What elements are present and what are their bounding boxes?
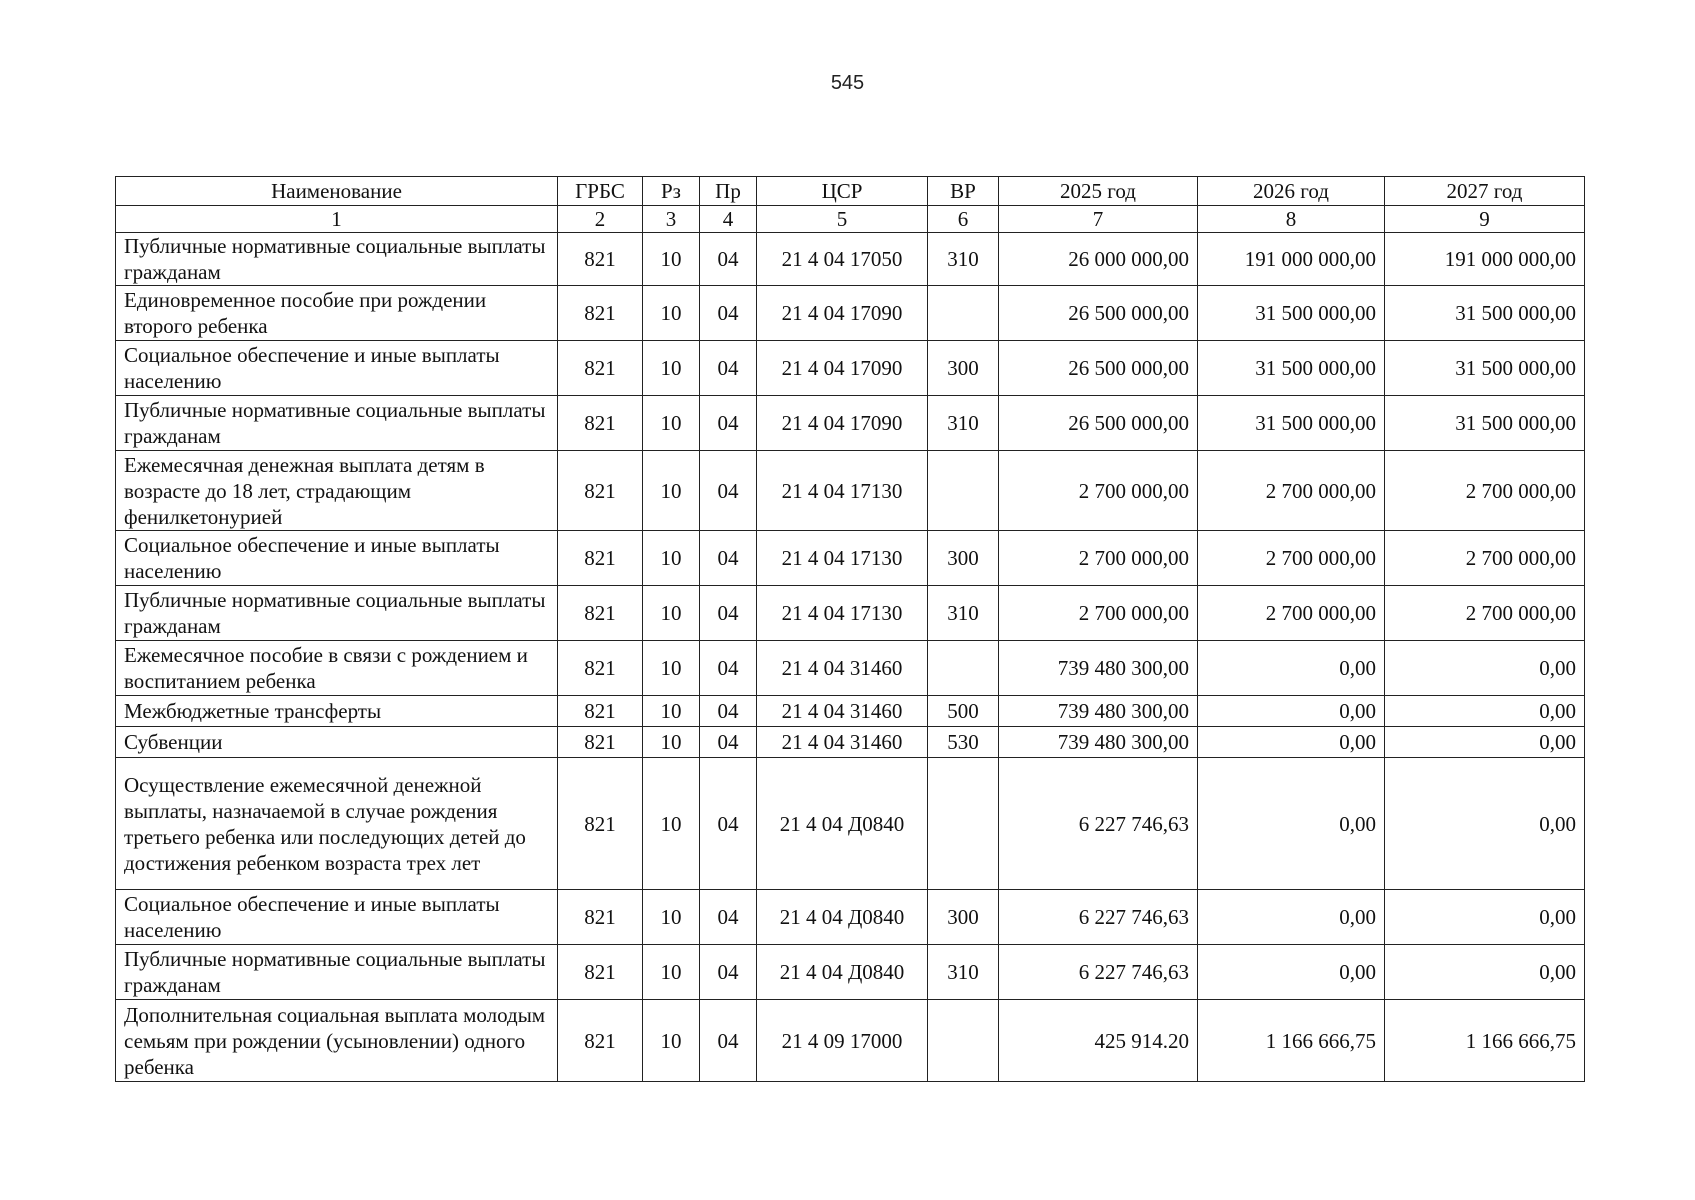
budget-table <box>115 176 1585 1082</box>
row-2025: 6 227 746,63 <box>999 758 1198 890</box>
row-rz: 10 <box>643 696 700 727</box>
row-rz: 10 <box>643 727 700 758</box>
row-vr: 300 <box>928 531 999 586</box>
row-2025: 739 480 300,00 <box>999 696 1198 727</box>
header-pr: Пр <box>700 177 757 206</box>
row-name: Ежемесячное пособие в связи с рождением и воспитанием ребенка <box>116 641 558 696</box>
row-pr: 04 <box>700 286 757 341</box>
row-2026: 191 000 000,00 <box>1198 233 1385 286</box>
row-rz: 10 <box>643 396 700 451</box>
row-pr: 04 <box>700 1000 757 1082</box>
row-2025: 2 700 000,00 <box>999 531 1198 586</box>
row-grbs: 821 <box>558 286 643 341</box>
row-vr: 530 <box>928 727 999 758</box>
table-row <box>116 531 1585 586</box>
row-2026: 0,00 <box>1198 641 1385 696</box>
row-2026: 2 700 000,00 <box>1198 531 1385 586</box>
row-2025: 6 227 746,63 <box>999 945 1198 1000</box>
column-number: 6 <box>928 206 999 233</box>
row-pr: 04 <box>700 890 757 945</box>
row-name: Публичные нормативные социальные выплаты гражданам <box>116 396 558 451</box>
row-2025: 2 700 000,00 <box>999 451 1198 531</box>
table-row <box>116 890 1585 945</box>
table-row <box>116 451 1585 531</box>
table-row <box>116 696 1585 727</box>
row-rz: 10 <box>643 890 700 945</box>
row-grbs: 821 <box>558 233 643 286</box>
row-2026: 31 500 000,00 <box>1198 396 1385 451</box>
row-pr: 04 <box>700 758 757 890</box>
row-2025: 26 500 000,00 <box>999 286 1198 341</box>
row-name: Публичные нормативные социальные выплаты гражданам <box>116 233 558 286</box>
row-vr: 310 <box>928 586 999 641</box>
row-2025: 739 480 300,00 <box>999 641 1198 696</box>
row-grbs: 821 <box>558 451 643 531</box>
row-pr: 04 <box>700 341 757 396</box>
row-vr <box>928 1000 999 1082</box>
row-2026: 2 700 000,00 <box>1198 586 1385 641</box>
row-rz: 10 <box>643 531 700 586</box>
row-2027: 0,00 <box>1385 890 1585 945</box>
row-vr: 300 <box>928 341 999 396</box>
row-rz: 10 <box>643 758 700 890</box>
row-csr: 21 4 04 31460 <box>757 727 928 758</box>
column-number: 1 <box>116 206 558 233</box>
row-name: Субвенции <box>116 727 558 758</box>
table-row <box>116 758 1585 890</box>
table-row <box>116 341 1585 396</box>
row-2027: 2 700 000,00 <box>1385 451 1585 531</box>
row-2027: 0,00 <box>1385 696 1585 727</box>
row-2026: 1 166 666,75 <box>1198 1000 1385 1082</box>
row-2025: 6 227 746,63 <box>999 890 1198 945</box>
row-2027: 191 000 000,00 <box>1385 233 1585 286</box>
row-vr <box>928 286 999 341</box>
header-rz: Рз <box>643 177 700 206</box>
row-grbs: 821 <box>558 531 643 586</box>
row-grbs: 821 <box>558 1000 643 1082</box>
row-vr: 500 <box>928 696 999 727</box>
row-2027: 0,00 <box>1385 727 1585 758</box>
row-name: Осуществление ежемесячной денежной выплаты, назначаемой в случае рождения третьего ребенка или последующих детей до достижения ребенком возраста трех лет <box>116 758 558 890</box>
row-2026: 0,00 <box>1198 696 1385 727</box>
row-grbs: 821 <box>558 396 643 451</box>
row-rz: 10 <box>643 945 700 1000</box>
row-csr: 21 4 04 17130 <box>757 451 928 531</box>
row-2025: 26 500 000,00 <box>999 396 1198 451</box>
row-2026: 0,00 <box>1198 758 1385 890</box>
row-rz: 10 <box>643 286 700 341</box>
column-number: 9 <box>1385 206 1585 233</box>
row-pr: 04 <box>700 696 757 727</box>
row-name: Социальное обеспечение и иные выплаты населению <box>116 890 558 945</box>
row-2025: 2 700 000,00 <box>999 586 1198 641</box>
column-number-row <box>116 206 1585 233</box>
table-row <box>116 286 1585 341</box>
table-row <box>116 945 1585 1000</box>
table-row <box>116 727 1585 758</box>
row-pr: 04 <box>700 233 757 286</box>
row-name: Социальное обеспечение и иные выплаты населению <box>116 531 558 586</box>
column-number: 7 <box>999 206 1198 233</box>
row-2026: 31 500 000,00 <box>1198 286 1385 341</box>
row-name: Единовременное пособие при рождении второго ребенка <box>116 286 558 341</box>
row-2027: 0,00 <box>1385 945 1585 1000</box>
row-grbs: 821 <box>558 758 643 890</box>
row-grbs: 821 <box>558 641 643 696</box>
row-csr: 21 4 04 17090 <box>757 341 928 396</box>
row-grbs: 821 <box>558 696 643 727</box>
table-row <box>116 586 1585 641</box>
row-vr <box>928 758 999 890</box>
header-2027: 2027 год <box>1385 177 1585 206</box>
row-2026: 0,00 <box>1198 945 1385 1000</box>
row-rz: 10 <box>643 641 700 696</box>
row-rz: 10 <box>643 586 700 641</box>
row-2027: 2 700 000,00 <box>1385 586 1585 641</box>
header-2025: 2025 год <box>999 177 1198 206</box>
row-rz: 10 <box>643 1000 700 1082</box>
row-csr: 21 4 04 17130 <box>757 531 928 586</box>
row-2027: 0,00 <box>1385 758 1585 890</box>
row-csr: 21 4 04 Д0840 <box>757 890 928 945</box>
header-grbs: ГРБС <box>558 177 643 206</box>
header-csr: ЦСР <box>757 177 928 206</box>
row-name: Межбюджетные трансферты <box>116 696 558 727</box>
row-pr: 04 <box>700 531 757 586</box>
table-row <box>116 233 1585 286</box>
row-name: Социальное обеспечение и иные выплаты населению <box>116 341 558 396</box>
row-2025: 425 914.20 <box>999 1000 1198 1082</box>
row-rz: 10 <box>643 233 700 286</box>
column-number: 2 <box>558 206 643 233</box>
row-vr <box>928 641 999 696</box>
header-name: Наименование <box>116 177 558 206</box>
row-pr: 04 <box>700 586 757 641</box>
row-rz: 10 <box>643 451 700 531</box>
row-csr: 21 4 04 31460 <box>757 696 928 727</box>
table-header-row <box>116 177 1585 206</box>
row-pr: 04 <box>700 396 757 451</box>
row-vr: 300 <box>928 890 999 945</box>
row-pr: 04 <box>700 727 757 758</box>
row-csr: 21 4 04 17050 <box>757 233 928 286</box>
row-2027: 1 166 666,75 <box>1385 1000 1585 1082</box>
row-name: Публичные нормативные социальные выплаты гражданам <box>116 945 558 1000</box>
row-vr <box>928 451 999 531</box>
row-pr: 04 <box>700 641 757 696</box>
row-2025: 739 480 300,00 <box>999 727 1198 758</box>
column-number: 5 <box>757 206 928 233</box>
column-number: 8 <box>1198 206 1385 233</box>
row-grbs: 821 <box>558 727 643 758</box>
table-row <box>116 396 1585 451</box>
row-2027: 2 700 000,00 <box>1385 531 1585 586</box>
row-2027: 0,00 <box>1385 641 1585 696</box>
row-2026: 0,00 <box>1198 890 1385 945</box>
row-pr: 04 <box>700 451 757 531</box>
row-2027: 31 500 000,00 <box>1385 396 1585 451</box>
row-grbs: 821 <box>558 341 643 396</box>
row-vr: 310 <box>928 396 999 451</box>
row-2026: 0,00 <box>1198 727 1385 758</box>
row-vr: 310 <box>928 945 999 1000</box>
row-csr: 21 4 04 Д0840 <box>757 945 928 1000</box>
header-2026: 2026 год <box>1198 177 1385 206</box>
row-2026: 2 700 000,00 <box>1198 451 1385 531</box>
row-2027: 31 500 000,00 <box>1385 341 1585 396</box>
row-name: Ежемесячная денежная выплата детям в возрасте до 18 лет, страдающим фенилкетонурией <box>116 451 558 531</box>
row-csr: 21 4 04 17090 <box>757 286 928 341</box>
row-csr: 21 4 09 17000 <box>757 1000 928 1082</box>
page-number: 545 <box>830 72 865 94</box>
column-number: 4 <box>700 206 757 233</box>
row-name: Дополнительная социальная выплата молодым семьям при рождении (усыновлении) одного ребенка <box>116 1000 558 1082</box>
row-csr: 21 4 04 31460 <box>757 641 928 696</box>
row-grbs: 821 <box>558 945 643 1000</box>
column-number: 3 <box>643 206 700 233</box>
row-2027: 31 500 000,00 <box>1385 286 1585 341</box>
row-vr: 310 <box>928 233 999 286</box>
row-name: Публичные нормативные социальные выплаты гражданам <box>116 586 558 641</box>
row-2025: 26 500 000,00 <box>999 341 1198 396</box>
table-row <box>116 641 1585 696</box>
row-grbs: 821 <box>558 890 643 945</box>
row-rz: 10 <box>643 341 700 396</box>
row-2025: 26 000 000,00 <box>999 233 1198 286</box>
row-grbs: 821 <box>558 586 643 641</box>
table-row <box>116 1000 1585 1082</box>
header-vr: ВР <box>928 177 999 206</box>
row-csr: 21 4 04 17090 <box>757 396 928 451</box>
row-pr: 04 <box>700 945 757 1000</box>
row-csr: 21 4 04 Д0840 <box>757 758 928 890</box>
row-2026: 31 500 000,00 <box>1198 341 1385 396</box>
row-csr: 21 4 04 17130 <box>757 586 928 641</box>
